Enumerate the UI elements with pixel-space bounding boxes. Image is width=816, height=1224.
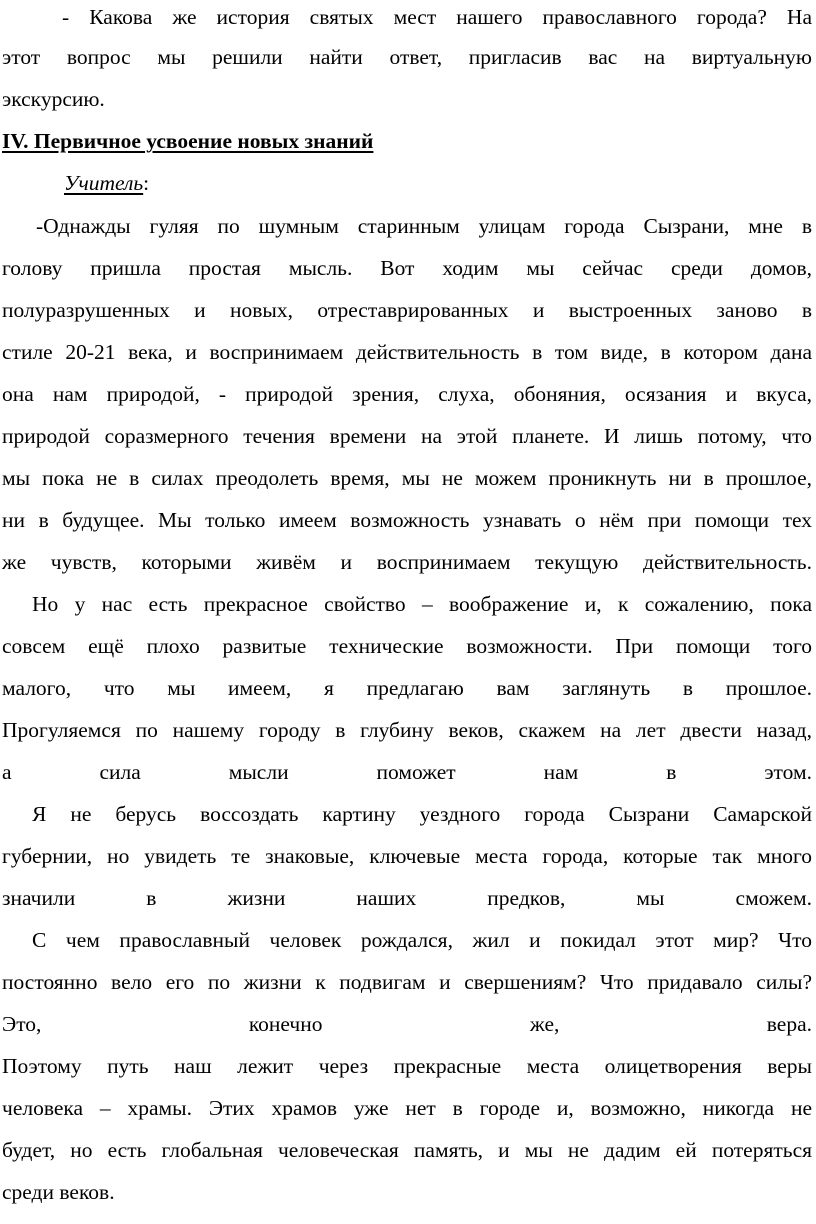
body-line: малого, что мы имеем, я предлагаю вам заглянуть в прошлое. bbox=[2, 676, 812, 700]
speaker-label: Учитель bbox=[64, 171, 144, 195]
body-line: Я не берусь воссоздать картину уездного города Сызрани Самарской bbox=[32, 802, 812, 826]
body-line: значили в жизни наших предков, мы сможем. bbox=[2, 886, 812, 910]
body-line: а сила мысли поможет нам в этом. bbox=[2, 760, 812, 784]
body-line: стиле 20-21 века, и воспринимаем действительность в том виде, в котором дана bbox=[2, 340, 812, 364]
body-line: Это, конечно же, вера. bbox=[2, 1012, 812, 1036]
intro-line: этот вопрос мы решили найти ответ, пригласив вас на виртуальную bbox=[2, 45, 812, 69]
speaker-colon: : bbox=[143, 171, 150, 195]
body-line: человека – храмы. Этих храмов уже нет в городе и, возможно, никогда не bbox=[2, 1096, 812, 1120]
body-line: Поэтому путь наш лежит через прекрасные места олицетворения веры bbox=[2, 1054, 812, 1078]
body-line: мы пока не в силах преодолеть время, мы не можем проникнуть ни в прошлое, bbox=[2, 466, 812, 490]
speaker-line bbox=[2, 168, 812, 198]
section-heading-text: IV. Первичное усвоение новых знаний bbox=[2, 129, 374, 153]
body-line: голову пришла простая мысль. Вот ходим мы сейчас среди домов, bbox=[2, 256, 812, 280]
body-line: Прогуляемся по нашему городу в глубину веков, скажем на лет двести назад, bbox=[2, 718, 812, 742]
body-line: совсем ещё плохо развитые технические возможности. При помощи того bbox=[2, 634, 812, 658]
body-line: же чувств, которыми живём и воспринимаем текущую действительность. bbox=[2, 550, 812, 574]
body-line: природой соразмерного течения времени на этой планете. И лишь потому, что bbox=[2, 424, 812, 448]
body-line: губернии, но увидеть те знаковые, ключевые места города, которые так много bbox=[2, 844, 812, 868]
intro-line: - Какова же история святых мест нашего православного города? На bbox=[62, 5, 812, 29]
body-line: она нам природой, - природой зрения, слуха, обоняния, осязания и вкуса, bbox=[2, 382, 812, 406]
body-line: -Однажды гуляя по шумным старинным улицам города Сызрани, мне в bbox=[36, 214, 812, 238]
body-line: С чем православный человек рождался, жил и покидал этот мир? Что bbox=[32, 928, 812, 952]
body-line: ни в будущее. Мы только имеем возможность узнавать о нём при помощи тех bbox=[2, 508, 812, 532]
section-heading bbox=[2, 126, 812, 156]
body-line: будет, но есть глобальная человеческая память, и мы не дадим ей потеряться bbox=[2, 1138, 812, 1162]
body-line: полуразрушенных и новых, отреставрированных и выстроенных заново в bbox=[2, 298, 812, 322]
body-line: среди веков. bbox=[2, 1180, 115, 1204]
body-line: постоянно вело его по жизни к подвигам и свершениям? Что придавало силы? bbox=[2, 970, 812, 994]
body-line: Но у нас есть прекрасное свойство – воображение и, к сожалению, пока bbox=[32, 592, 812, 616]
intro-line: экскурсию. bbox=[2, 87, 105, 111]
